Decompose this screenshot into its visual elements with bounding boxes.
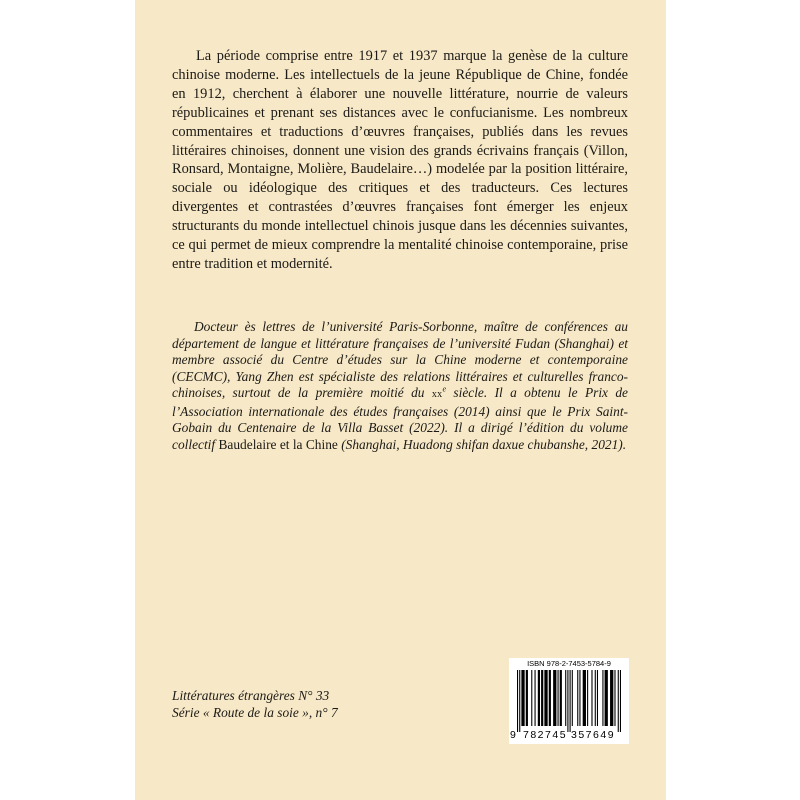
series-line-1: Littératures étrangères N° 33 — [172, 688, 330, 703]
barcode-bar-6 — [538, 670, 540, 726]
barcode-bar-2 — [521, 670, 524, 726]
barcode-bar-9 — [549, 670, 551, 726]
barcode-bar-16 — [572, 670, 573, 726]
barcode-bar-25 — [605, 670, 608, 726]
barcode-bar-27 — [614, 670, 615, 726]
barcode-bar-26 — [610, 670, 613, 726]
barcode-bar-29 — [620, 670, 621, 732]
barcode-bar-28 — [618, 670, 619, 732]
barcode — [509, 658, 629, 744]
ean-first-digit: 9 — [510, 729, 516, 741]
bio-text-2: siècle. Il a obtenu le Prix de l’Association internationale des études françaises (2014) ainsi que le Prix Saint-Gobain du Centenaire de la Villa Basset (2022). Il a dirigé l’édition du volume collectif — [172, 385, 628, 452]
series-info — [172, 687, 338, 721]
barcode-bar-22 — [595, 670, 596, 726]
bio-text-1: Docteur ès lettres de l’université Paris-Sorbonne, maître de conférences au département de langue et littérature françaises de l’université Fudan (Shanghai) et membre associé du Centre d’études sur la Chine moderne et contemporaine (CECMC), Yang Zhen est spécialiste des relations littéraires et culturelles franco-chinoises, surtout de la première moitié du — [172, 319, 628, 400]
barcode-bar-18 — [579, 670, 580, 726]
barcode-bar-17 — [577, 670, 578, 726]
series-line-2: Série « Route de la soie », n° 7 — [172, 705, 338, 720]
barcode-bar-19 — [583, 670, 586, 726]
barcode-bar-14 — [567, 670, 568, 732]
barcode-bar-20 — [587, 670, 588, 726]
barcode-bar-0 — [517, 670, 518, 732]
barcode-bar-11 — [558, 670, 559, 726]
barcode-bar-15 — [570, 670, 571, 732]
century-numeral: xx — [431, 389, 443, 400]
book-summary: La période comprise entre 1917 et 1937 marque la genèse de la culture chinoise moderne. Les intellectuels de la jeune République de Chine, fondée en 1912, cherchent à élaborer une nouvelle littérature, nourrie de valeurs républicaines et prenant ses distances avec le confucianisme. Les nombreux commentaires et traductions d’œuvres françaises, publiés dans les revues littéraires chinoises, donnent une vision des grands écrivains français (Villon, Ronsard, Montaigne, Molière, Baudelaire…) modelée par la position littéraire, sociale ou idéologique des critiques et des traducteurs. Ces lectures divergentes et contrastées d’œuvres françaises font émerger les enjeux structurants du monde intellectuel chinois jusque dans les décennies suivantes, ce qui permet de mieux comprendre la mentalité chinoise contemporaine, prise entre tradition et modernité. — [172, 48, 628, 272]
isbn-label: ISBN 978-2-7453-5784-9 — [527, 659, 611, 668]
barcode-bar-12 — [560, 670, 562, 726]
barcode-bar-5 — [535, 670, 536, 726]
ean-group-left: 782745 — [523, 729, 568, 741]
barcode-bar-4 — [531, 670, 532, 726]
bio-text-3: (Shanghai, Huadong shifan daxue chubanshe, 2021). — [337, 436, 627, 452]
barcode-bar-8 — [544, 670, 547, 726]
barcode-bar-23 — [597, 670, 598, 726]
barcode-bar-3 — [526, 670, 528, 726]
barcode-bars — [517, 670, 621, 732]
book-title: Baudelaire et la Chine — [218, 436, 338, 452]
ean-group-right: 357649 — [571, 729, 616, 741]
barcode-bar-10 — [553, 670, 556, 726]
barcode-bar-13 — [565, 670, 566, 726]
barcode-bar-1 — [519, 670, 520, 732]
author-biography — [172, 319, 628, 453]
century-superscript: e — [442, 384, 447, 394]
barcode-bar-7 — [541, 670, 543, 726]
barcode-bar-21 — [591, 670, 592, 726]
barcode-bar-24 — [602, 670, 603, 726]
